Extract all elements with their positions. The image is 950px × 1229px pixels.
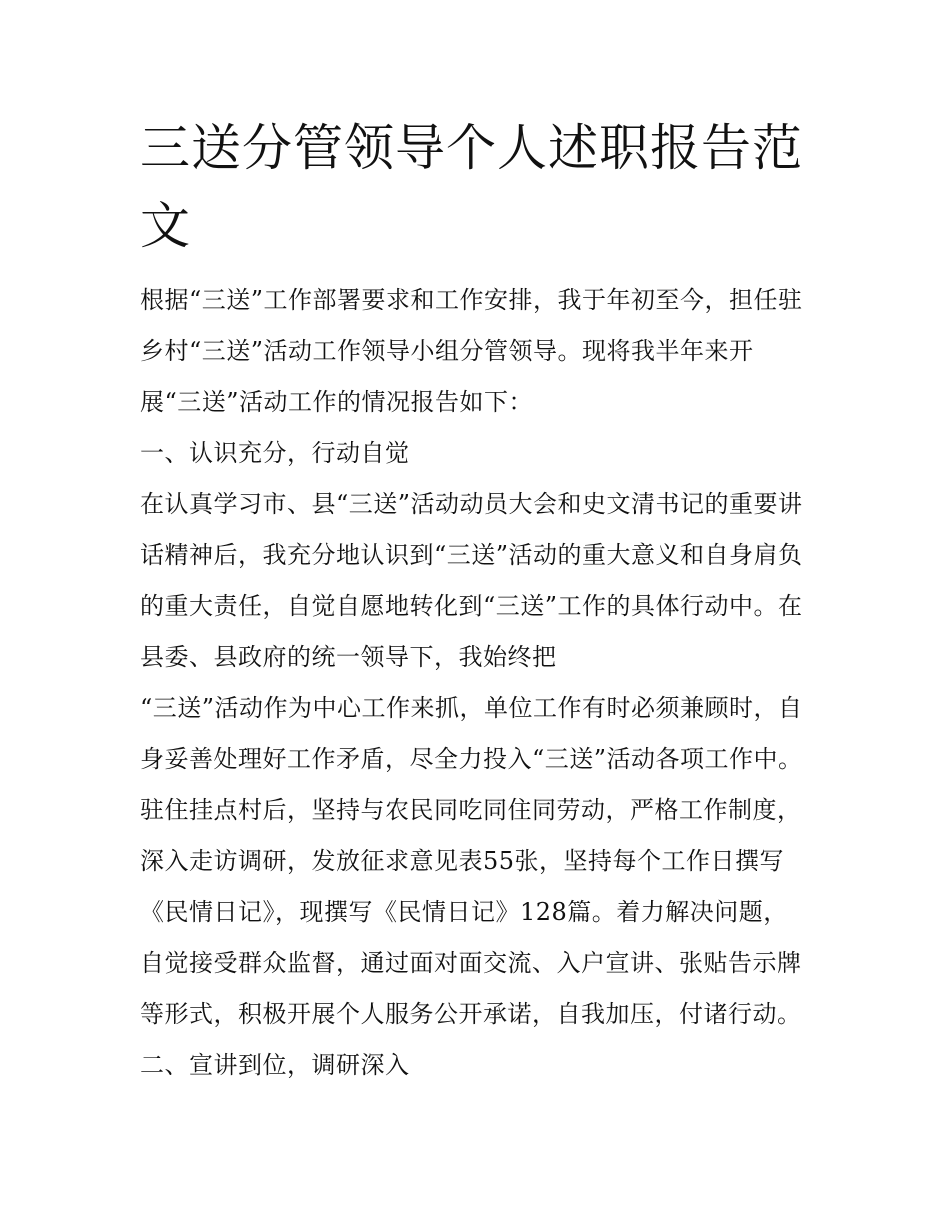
- body-line-13: 《民情日记》，现撰写《民情日记》128篇。着力解决问题，: [140, 898, 788, 926]
- body-line-7: 的重大责任，自觉自愿地转化到“三送”工作的具体行动中。在: [140, 592, 803, 620]
- body-line-8: 县委、县政府的统一领导下，我始终把: [140, 643, 557, 671]
- body-line-1: 根据“三送”工作部署要求和工作安排，我于年初至今，担任驻: [140, 286, 803, 314]
- body-line-11: 驻住挂点村后，坚持与农民同吃同住同劳动，严格工作制度，: [140, 796, 802, 824]
- body-line-5: 在认真学习市、县“三送”活动动员大会和史文清书记的重要讲: [140, 490, 803, 518]
- body-line-9: “三送”活动作为中心工作来抓，单位工作有时必须兼顾时，自: [140, 694, 803, 722]
- document-title-line-1: 三送分管领导个人述职报告范: [140, 119, 803, 177]
- section-heading-1: 一、认识充分，行动自觉: [140, 439, 410, 467]
- body-line-12: 深入走访调研，发放征求意见表55张，坚持每个工作日撰写: [140, 847, 785, 875]
- body-line-10: 身妥善处理好工作矛盾，尽全力投入“三送”活动各项工作中。: [140, 745, 803, 773]
- document-title-line-2: 文: [140, 197, 191, 255]
- body-line-2: 乡村“三送”活动工作领导小组分管领导。现将我半年来开: [140, 337, 754, 365]
- section-heading-2: 二、宣讲到位，调研深入: [140, 1051, 410, 1079]
- body-line-15: 等形式，积极开展个人服务公开承诺，自我加压，付诸行动。: [140, 1000, 802, 1028]
- body-line-3: 展“三送”活动工作的情况报告如下：: [140, 388, 534, 416]
- body-line-6: 话精神后，我充分地认识到“三送”活动的重大意义和自身肩负: [140, 541, 803, 569]
- body-line-14: 自觉接受群众监督，通过面对面交流、入户宣讲、张贴告示牌: [140, 949, 802, 977]
